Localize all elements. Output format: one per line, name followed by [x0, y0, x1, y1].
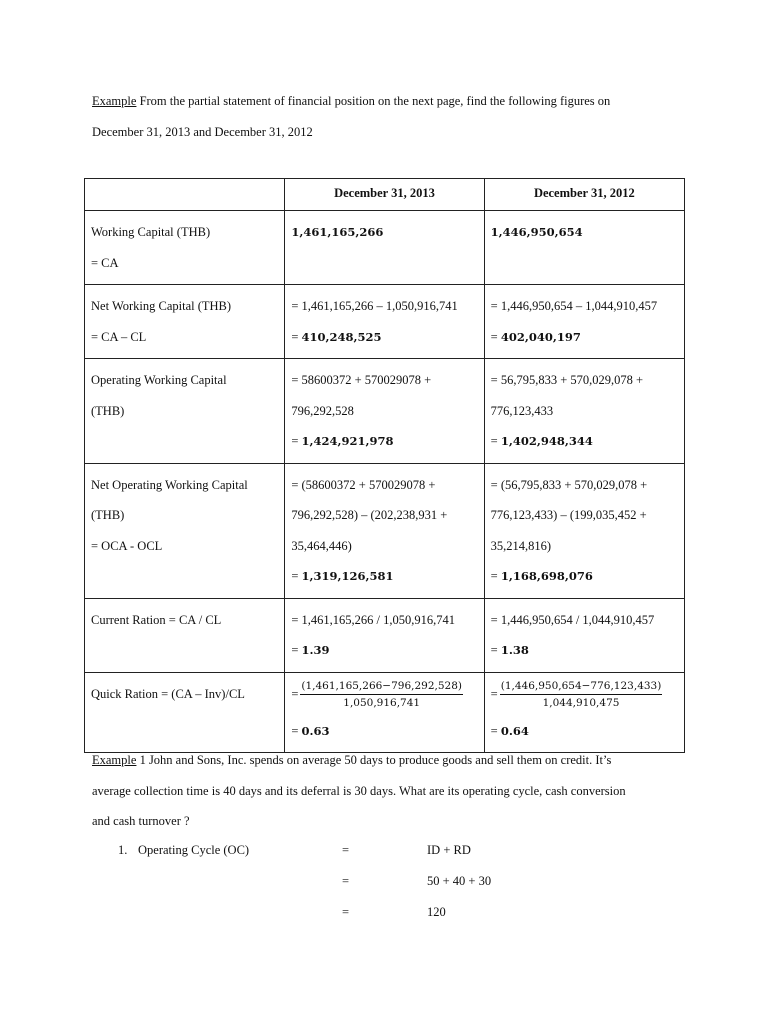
- row-label-cell: [85, 211, 285, 285]
- formula-line: [291, 396, 477, 427]
- formula-line: [491, 365, 678, 396]
- formula-text: 796,292,528: [291, 403, 354, 418]
- value-cell-2012: [484, 598, 684, 672]
- result-line: [291, 426, 477, 457]
- formula-text: = (58600372 + 570029078 +: [291, 477, 436, 492]
- result-value: 1,446,950,654: [490, 225, 583, 239]
- equals-prefix: =: [490, 723, 501, 738]
- example2-label: Example: [92, 753, 137, 767]
- item-label: Operating Cycle (OC): [138, 843, 250, 857]
- equals-prefix: =: [490, 329, 501, 344]
- header-empty: [85, 179, 285, 211]
- result-value: 1,424,921,978: [301, 434, 394, 448]
- result-value: 402,040,197: [500, 329, 581, 344]
- formula-line: [291, 365, 477, 396]
- step-value: 120: [427, 905, 446, 919]
- row-label-line: Net Working Capital (THB): [91, 299, 232, 313]
- result-line: [491, 635, 678, 666]
- result-line: [491, 561, 678, 592]
- value-cell-2012: [484, 211, 684, 285]
- row-label-cell: [85, 672, 285, 753]
- result-line: [291, 635, 477, 666]
- formula-text: = 1,446,950,654 – 1,044,910,457: [490, 299, 658, 313]
- row-label-line: Working Capital (THB): [91, 225, 211, 239]
- header-2012: December 31, 2012: [484, 179, 684, 211]
- row-label-line: = OCA - OCL: [91, 538, 163, 553]
- fraction-numerator: (1,461,165,266−796,292,528): [300, 679, 463, 695]
- formula-line: [291, 531, 477, 562]
- table-row: [85, 285, 685, 359]
- result-line: [291, 561, 477, 592]
- financial-table: [84, 178, 685, 753]
- result-value: 1.39: [301, 643, 330, 657]
- equals-prefix: =: [490, 569, 501, 583]
- fraction-numerator: (1,446,950,654−776,123,433): [500, 679, 663, 695]
- equals-prefix: =: [291, 434, 302, 448]
- formula-text: 35,464,446): [291, 538, 352, 553]
- result-line: [491, 217, 678, 248]
- row-label-line: (THB): [91, 508, 125, 522]
- value-cell-2012: [484, 463, 684, 598]
- row-label-line: = CA: [91, 255, 119, 270]
- equals-prefix: =: [490, 434, 501, 448]
- item-number: 1.: [118, 843, 128, 857]
- value-cell-2013: [285, 672, 484, 753]
- equals-prefix: =: [291, 643, 302, 657]
- fraction-denominator: 1,050,916,741: [343, 696, 421, 709]
- fraction-line: [491, 679, 678, 716]
- row-label-cell: [85, 359, 285, 464]
- example2-line2: average collection time is 40 days and its deferral is 30 days. What are its operating cycle, cash conversion: [92, 783, 626, 798]
- result-value: 1.38: [500, 643, 529, 657]
- intro-paragraph: [92, 86, 692, 147]
- result-value: 1,461,165,266: [291, 225, 384, 239]
- result-line: [291, 716, 477, 747]
- example2-text: 1 John and Sons, Inc. spends on average 50 days to produce goods and sell them on credit. It’s: [136, 753, 612, 767]
- formula-line: [491, 396, 678, 427]
- equals-sign: =: [291, 687, 299, 701]
- formula-line: [491, 500, 678, 531]
- table-row: [85, 598, 685, 672]
- result-value: 410,248,525: [301, 329, 382, 344]
- intro-text-line2: December 31, 2013 and December 31, 2012: [92, 124, 313, 139]
- formula-text: 776,123,433: [490, 403, 554, 418]
- table-header-row: [85, 179, 685, 211]
- result-line: [291, 322, 477, 353]
- row-label-cell: [85, 463, 285, 598]
- formula-text: = 1,461,165,266 – 1,050,916,741: [291, 299, 458, 313]
- step-value: 50 + 40 + 30: [427, 874, 492, 888]
- row-label-line: (THB): [91, 403, 125, 418]
- result-line: [291, 217, 477, 248]
- result-line: [491, 426, 678, 457]
- formula-line: [291, 605, 477, 636]
- formula-text: = 1,446,950,654 / 1,044,910,457: [490, 612, 655, 627]
- equals-sign: =: [490, 687, 498, 701]
- result-value: 0.63: [301, 723, 330, 738]
- equals-sign: =: [342, 905, 350, 919]
- equals-sign: =: [342, 843, 350, 857]
- equals-prefix: =: [291, 569, 302, 583]
- formula-line: [291, 291, 477, 322]
- row-label-line: Current Ration = CA / CL: [91, 612, 222, 627]
- value-cell-2013: [285, 211, 484, 285]
- row-label-line: Quick Ration = (CA – Inv)/CL: [91, 686, 245, 701]
- equals-prefix: =: [291, 723, 302, 738]
- row-label-line: Operating Working Capital: [91, 373, 227, 387]
- result-value: 1,402,948,344: [500, 434, 593, 448]
- fraction: [300, 679, 463, 710]
- table-row: [85, 672, 685, 753]
- table-row: [85, 359, 685, 464]
- equals-prefix: =: [490, 643, 501, 657]
- formula-line: [491, 531, 678, 562]
- formula-text: 35,214,816): [490, 538, 552, 553]
- example-label: Example: [92, 94, 137, 108]
- equals-sign: =: [342, 874, 350, 888]
- formula-text: = (56,795,833 + 570,029,078 +: [490, 477, 648, 492]
- value-cell-2013: [285, 463, 484, 598]
- formula-text: = 1,461,165,266 / 1,050,916,741: [291, 612, 455, 627]
- formula-text: 776,123,433) – (199,035,452 +: [490, 508, 647, 522]
- result-line: [491, 322, 678, 353]
- example2-paragraph: [92, 745, 692, 837]
- formula-line: [291, 500, 477, 531]
- header-2013: December 31, 2013: [285, 179, 484, 211]
- value-cell-2012: [484, 359, 684, 464]
- row-label-cell: [85, 598, 285, 672]
- fraction-line: [291, 679, 477, 716]
- table-row: [85, 211, 685, 285]
- result-value: 1,168,698,076: [500, 569, 593, 583]
- value-cell-2012: [484, 672, 684, 753]
- formula-text: = 56,795,833 + 570,029,078 +: [490, 373, 644, 387]
- step-value: ID + RD: [427, 843, 471, 857]
- result-line: [491, 716, 678, 747]
- equals-prefix: =: [291, 329, 302, 344]
- formula-text: 796,292,528) – (202,238,931 +: [291, 508, 448, 522]
- table-row: [85, 463, 685, 598]
- result-value: 0.64: [500, 723, 529, 738]
- result-value: 1,319,126,581: [301, 569, 394, 583]
- row-label-line: Net Operating Working Capital: [91, 477, 248, 492]
- fraction-denominator: 1,044,910,475: [542, 696, 620, 709]
- value-cell-2013: [285, 598, 484, 672]
- formula-line: [491, 605, 678, 636]
- example2-line3: and cash turnover ?: [92, 814, 190, 828]
- formula-line: [291, 470, 477, 501]
- fraction: [500, 679, 663, 710]
- formula-line: [491, 470, 678, 501]
- value-cell-2013: [285, 359, 484, 464]
- intro-text: From the partial statement of financial position on the next page, find the following figures on: [136, 94, 611, 108]
- value-cell-2012: [484, 285, 684, 359]
- row-label-line: = CA – CL: [91, 329, 147, 344]
- formula-line: [491, 291, 678, 322]
- row-label-cell: [85, 285, 285, 359]
- formula-text: = 58600372 + 570029078 +: [291, 373, 432, 387]
- value-cell-2013: [285, 285, 484, 359]
